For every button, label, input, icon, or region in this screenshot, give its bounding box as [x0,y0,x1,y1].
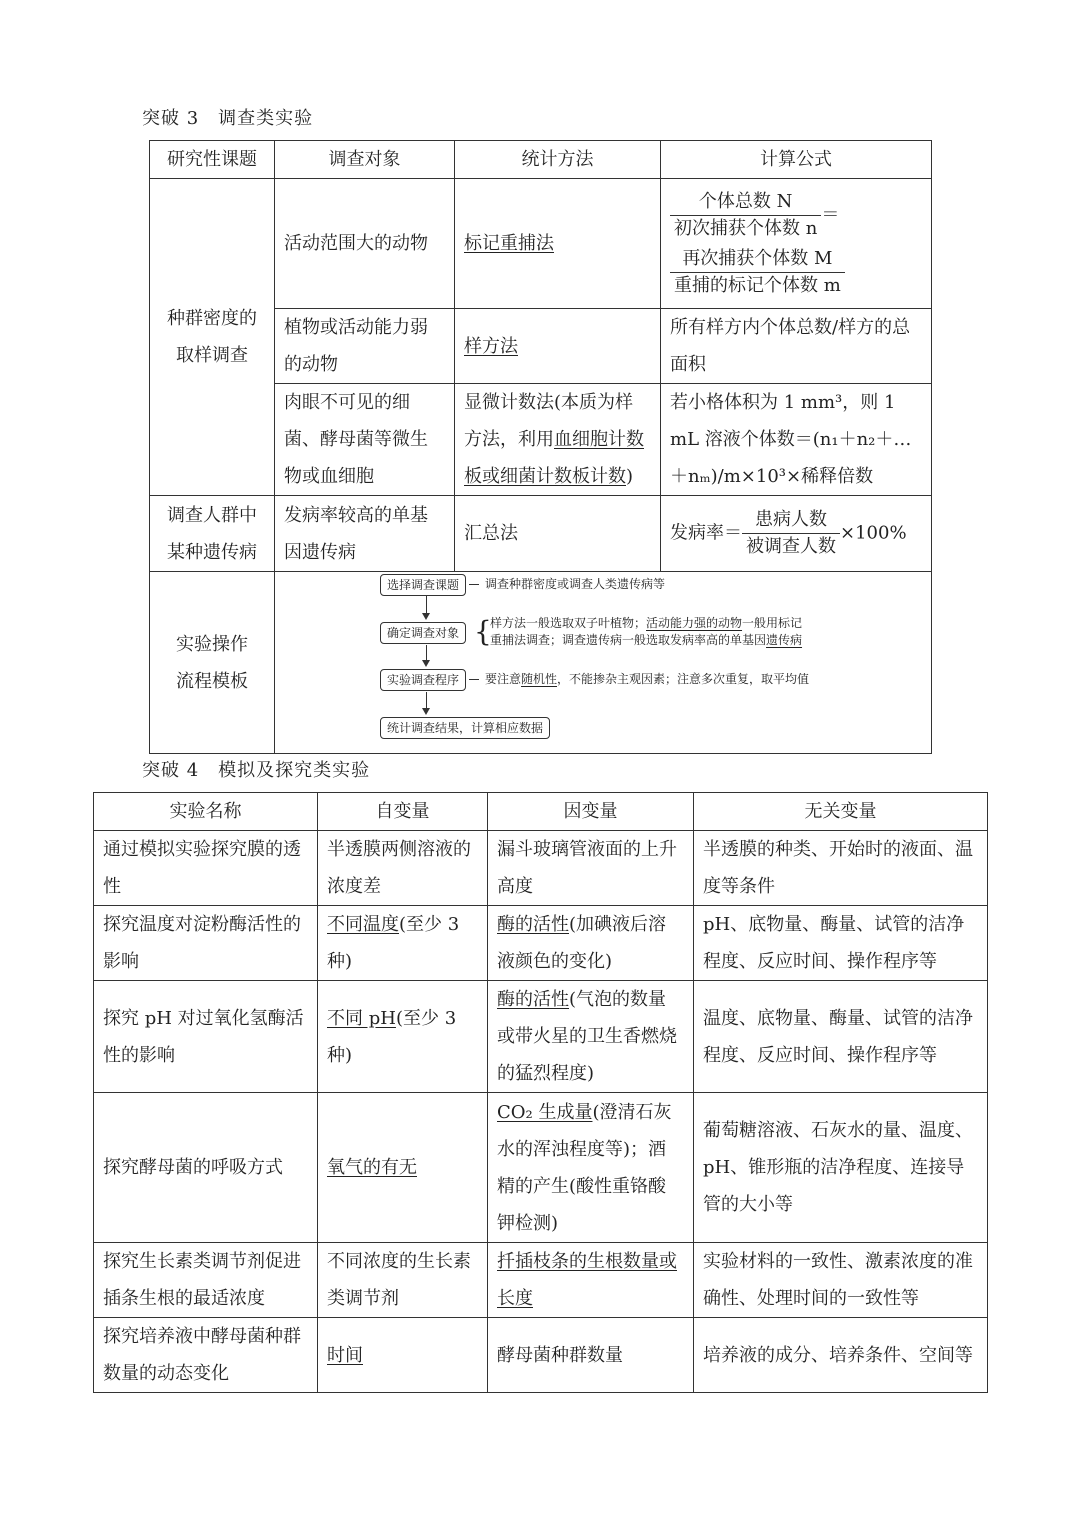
row1-object: 活动范围大的动物 [275,179,455,309]
exp2-dv [488,906,694,981]
incidence-denominator: 被调查人数 [746,536,836,557]
header-method: 统计方法 [455,141,661,179]
exp2-dv-note: (加碘液后溶液颜色的变化) [497,914,667,972]
simulation-experiments-table [93,792,988,1393]
exp2-cv: pH、底物量、酶量、试管的洁净程度、反应时间、操作程序等 [694,906,988,981]
table-row [150,496,932,572]
exp3-iv [318,981,488,1093]
header-iv: 自变量 [318,793,488,831]
note3-pre: 要注意 [485,672,522,686]
row2-formula: 所有样方内个体总数/样方的总面积 [661,309,932,384]
header-topic: 研究性课题 [150,141,275,179]
exp3-name: 探究 pH 对过氧化氢酶活性的影响 [94,981,318,1093]
table-row [94,1093,988,1243]
exp3-iv-underlined: 不同 pH [327,1007,396,1029]
row3-method-underlined: 血细胞计数板或细菌计数板计数 [464,429,644,487]
flowchart-cell [275,572,932,754]
exp5-dv [488,1243,694,1318]
row1-method [455,179,661,309]
capture-fraction-1 [670,189,821,242]
row2-method-text: 样方法 [464,335,518,357]
exp3-dv [488,981,694,1093]
note2a-pre: 样方法一般选取双子叶植物； [490,616,647,630]
flow-note-1: 调查种群密度或调查人类遗传病等 [485,577,666,591]
exp1-cv: 半透膜的种类、开始时的液面、温度等条件 [694,831,988,906]
note3-underlined: 随机性 [521,672,558,686]
exp6-dv: 酵母菌种群数量 [488,1318,694,1393]
table-row [150,572,932,754]
row4-object: 发病率较高的单基因遗传病 [275,496,455,572]
arrow-down-icon [422,660,430,667]
note3-post: ，不能掺杂主观因素；注意多次重复，取平均值 [557,672,810,686]
density-topic: 种群密度的取样调查 [150,179,275,496]
flow-note-3 [485,671,809,687]
exp4-dv-underlined: CO₂ 生成量 [497,1101,593,1123]
exp3-dv-note: (气泡的数量或带火星的卫生香燃烧的猛烈程度) [497,989,677,1084]
exp4-dv-note: (澄清石灰水的浑浊程度等)；酒精的产生(酸性重铬酸钾检测) [497,1101,672,1234]
exp6-iv-underlined: 时间 [327,1344,363,1366]
exp2-name: 探究温度对淀粉酶活性的影响 [94,906,318,981]
section4-title: 突破 4 模拟及探究类实验 [142,760,371,781]
row3-formula: 若小格体积为 1 mm³，则 1 mL 溶液个体数＝(n₁＋n₂＋…＋nₘ)/m×10³×稀释倍数 [661,384,932,496]
brace-icon: { [474,615,492,648]
flow-step-procedure: 实验调查程序 [380,669,466,691]
fraction-1-numerator: 个体总数 N [670,189,821,216]
exp6-cv: 培养液的成分、培养条件、空间等 [694,1318,988,1393]
exp2-iv-note: (至少 3 种) [327,914,460,972]
exp1-name: 通过模拟实验探究膜的透性 [94,831,318,906]
header-name: 实验名称 [94,793,318,831]
flow-note-2a [490,615,802,631]
table-row [94,831,988,906]
exp5-dv-underlined: 扦插枝条的生根数量或长度 [497,1251,677,1309]
table-row [94,1318,988,1393]
arrow-down-icon [422,613,430,620]
row1-method-text: 标记重捕法 [464,233,554,254]
table-row [94,1243,988,1318]
note2b-underlined: 遗传病 [766,633,803,647]
header-dv: 因变量 [488,793,694,831]
flow-step-select-topic: 选择调查课题 [380,574,466,596]
row2-object: 植物或活动能力弱的动物 [275,309,455,384]
incidence-label: 发病率＝ [670,522,742,544]
table-row [150,179,932,309]
row1-formula [661,179,932,309]
row4-formula [661,496,932,572]
header-formula: 计算公式 [661,141,932,179]
equals-sign: ＝ [821,204,840,225]
exp2-dv-underlined: 酶的活性 [497,914,569,935]
fraction-2-numerator: 再次捕获个体数 M [670,246,845,273]
arrow-down-icon [422,708,430,715]
exp4-name: 探究酵母菌的呼吸方式 [94,1093,318,1243]
exp4-iv [318,1093,488,1243]
survey-experiments-table [149,140,932,754]
exp1-dv: 漏斗玻璃管液面的上升高度 [488,831,694,906]
flow-step-statistics: 统计调查结果，计算相应数据 [380,717,550,739]
capture-fraction-2 [670,246,845,299]
incidence-fraction [742,507,840,560]
row4-method: 汇总法 [455,496,661,572]
exp3-iv-note: (至少 3 种) [327,1007,457,1066]
exp5-iv: 不同浓度的生长素类调节剂 [318,1243,488,1318]
table-row [94,906,988,981]
exp6-iv [318,1318,488,1393]
procedure-topic: 实验操作流程模板 [150,572,275,754]
exp3-dv-underlined: 酶的活性 [497,989,569,1010]
genetic-disease-topic: 调查人群中某种遗传病 [150,496,275,572]
flow-note-2b [490,632,802,648]
exp4-cv: 葡萄糖溶液、石灰水的量、温度、pH、锥形瓶的洁净程度、连接导管的大小等 [694,1093,988,1243]
exp5-name: 探究生长素类调节剂促进插条生根的最适浓度 [94,1243,318,1318]
note2a-underlined: 活动能力强的动物 [646,616,743,630]
header-object: 调查对象 [275,141,455,179]
flowchart [275,572,930,754]
table-header-row [94,793,988,831]
connector-line [469,584,479,585]
row3-object: 肉眼不可见的细菌、酵母菌等微生物或血细胞 [275,384,455,496]
row2-method [455,309,661,384]
row3-method-post: ) [626,466,634,487]
flow-step-determine-object: 确定调查对象 [380,622,466,644]
exp2-iv [318,906,488,981]
row3-method [455,384,661,496]
incidence-numerator: 患病人数 [742,507,840,534]
header-cv: 无关变量 [694,793,988,831]
table-header-row [150,141,932,179]
exp4-dv [488,1093,694,1243]
row3-method-pre: 显微计数法(本质为样方法，利用 [464,392,634,450]
exp2-iv-underlined: 不同温度 [327,914,399,935]
incidence-percent: ×100% [840,522,907,544]
exp4-iv-underlined: 氧气的有无 [327,1157,417,1178]
exp1-iv: 半透膜两侧溶液的浓度差 [318,831,488,906]
connector-line [469,679,479,680]
table-row [94,981,988,1093]
exp6-name: 探究培养液中酵母菌种群数量的动态变化 [94,1318,318,1393]
section3-title: 突破 3 调查类实验 [142,108,314,129]
fraction-2-denominator: 重捕的标记个体数 m [674,274,841,296]
exp3-cv: 温度、底物量、酶量、试管的洁净程度、反应时间、操作程序等 [694,981,988,1093]
exp5-cv: 实验材料的一致性、激素浓度的准确性、处理时间的一致性等 [694,1243,988,1318]
note2a-post: 一般用标记 [742,616,803,630]
fraction-1-denominator: 初次捕获个体数 n [674,217,818,239]
note2b-pre: 重捕法调查；调查遗传病一般选取发病率高的单基因 [490,633,767,647]
